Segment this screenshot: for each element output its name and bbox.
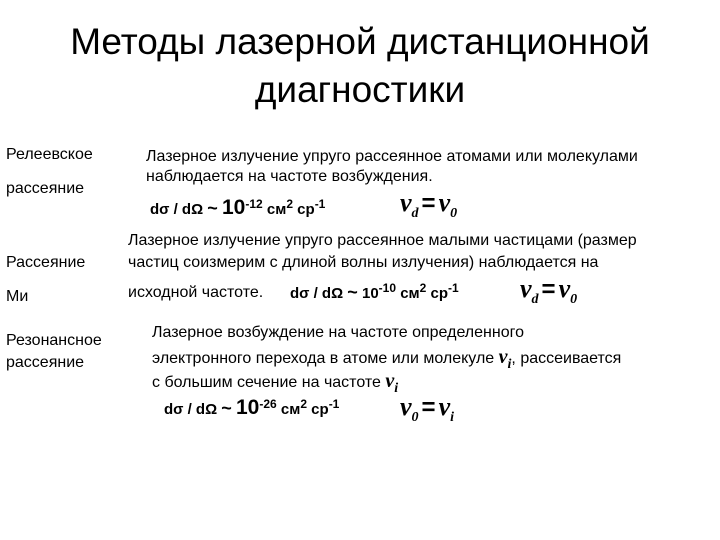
resonance-label-line-1: Резонансное (6, 332, 102, 349)
mie-label-line-2: Ми (6, 288, 29, 305)
mie-desc-line-1: Лазерное излучение упруго рассеянное малыми частицами (размер (128, 232, 637, 249)
resonance-label-line-2: рассеяние (6, 354, 85, 371)
resonance-cross-section-formula: dσ / dΩ ~ $10^{-26}$ $см^2$ $ср^{-1}$ (164, 396, 340, 419)
mie-cross-section-formula: dσ / dΩ ~ $10^{-10}$ $см^2$ $ср^{-1}$ (290, 281, 459, 302)
mie-desc-line-3: исходной частоте. (128, 284, 264, 301)
rayleigh-frequency-equation: $\nu_d = \nu_0$ (400, 188, 458, 222)
rayleigh-label-line-1: Релеевское (6, 146, 93, 163)
mie-desc-line-2: частиц соизмерим с длиной волны излучения) наблюдается на (128, 254, 599, 271)
rayleigh-label-line-2: рассеяние (6, 180, 85, 197)
resonance-desc-line-1: Лазерное возбуждение на частоте определенного (152, 324, 524, 341)
resonance-frequency-equation: $\nu_0 = \nu_i$ (400, 392, 454, 426)
resonance-desc-line-2: электронного перехода в атоме или молекуле $\nu_i$, рассеивается (152, 346, 622, 372)
mie-frequency-equation: $\nu_d = \nu_0$ (520, 274, 578, 308)
rayleigh-cross-section-formula: dσ / dΩ ~ $10^{-12}$ $см^2$ $ср^{-1}$ (150, 196, 326, 219)
rayleigh-desc-line-2: наблюдается на частоте возбуждения. (146, 168, 433, 185)
title-line-1: Методы лазерной дистанционной (70, 21, 650, 62)
resonance-desc-line-3: с большим сечение на частоте $\nu_i$ (152, 370, 399, 396)
mie-label-line-1: Рассеяние (6, 254, 86, 271)
rayleigh-desc-line-1: Лазерное излучение упруго рассеянное атомами или молекулами (146, 148, 638, 165)
slide-title (0, 18, 720, 114)
title-line-2: диагностики (254, 69, 466, 110)
